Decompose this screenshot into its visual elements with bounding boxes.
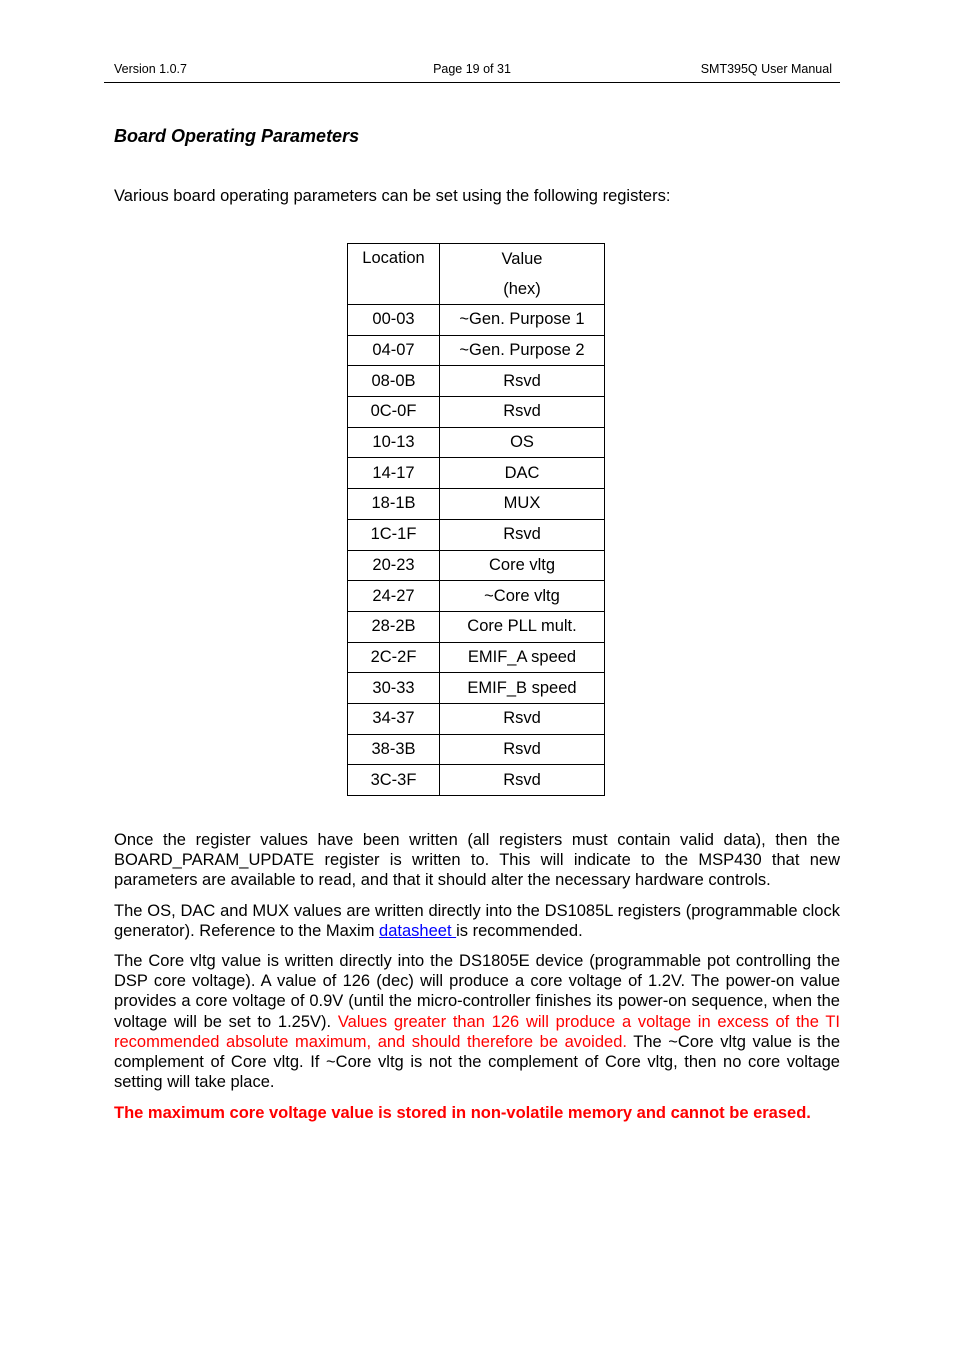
- cell-location: 30-33: [348, 673, 440, 704]
- section-title: Board Operating Parameters: [114, 126, 360, 146]
- p3-text-after: The ~Core vltg value is the complement of Core vltg. If ~Core vltg is not the complement of Core vltg, then no core voltage setting will take place.: [114, 1032, 840, 1092]
- version-label: Version 1.0.7: [114, 62, 187, 76]
- cell-value: OS: [440, 427, 605, 458]
- cell-value: ~Core vltg: [440, 581, 605, 612]
- table-row: [348, 335, 605, 366]
- cell-location: 14-17: [348, 458, 440, 489]
- cell-value: Rsvd: [440, 397, 605, 428]
- cell-value: MUX: [440, 489, 605, 520]
- page-number: Page 19 of 31: [433, 62, 511, 76]
- table-row: [348, 489, 605, 520]
- cell-value: EMIF_B speed: [440, 673, 605, 704]
- page-header: [104, 58, 840, 83]
- cell-location: 28-2B: [348, 611, 440, 642]
- paragraph-core-voltage: [114, 951, 840, 1092]
- cell-value: Core vltg: [440, 550, 605, 581]
- column-header-value: [440, 244, 605, 305]
- cell-location: 24-27: [348, 581, 440, 612]
- cell-location: 1C-1F: [348, 519, 440, 550]
- cell-value: ~Gen. Purpose 2: [440, 335, 605, 366]
- cell-value: Rsvd: [440, 765, 605, 796]
- table-row: [348, 765, 605, 796]
- table-row: [348, 519, 605, 550]
- cell-value: Rsvd: [440, 519, 605, 550]
- table-row: [348, 397, 605, 428]
- cell-location: 2C-2F: [348, 642, 440, 673]
- table-row: [348, 550, 605, 581]
- column-header-value-line1: Value: [501, 250, 543, 268]
- manual-title: SMT395Q User Manual: [700, 62, 832, 76]
- table-row: [348, 305, 605, 336]
- cell-location: 10-13: [348, 427, 440, 458]
- table-row: [348, 673, 605, 704]
- table-header-row: [348, 244, 605, 305]
- table-row: [348, 642, 605, 673]
- p2-text-before: The OS, DAC and MUX values are written directly into the DS1085L registers (programmable clock generator). Reference to the Maxim: [114, 902, 840, 941]
- cell-location: 3C-3F: [348, 765, 440, 796]
- column-header-location: Location: [348, 244, 440, 305]
- cell-location: 18-1B: [348, 489, 440, 520]
- table-body: [348, 305, 605, 796]
- cell-location: 0C-0F: [348, 397, 440, 428]
- cell-location: 20-23: [348, 550, 440, 581]
- paragraph-register-update: Once the register values have been written (all registers must contain valid data), then the BOARD_PARAM_UPDATE register is written to. This will indicate to the MSP430 that new parameters are available to read, and that it should alter the necessary hardware controls.: [114, 831, 840, 890]
- cell-location: 08-0B: [348, 366, 440, 397]
- cell-value: EMIF_A speed: [440, 642, 605, 673]
- table-row: [348, 611, 605, 642]
- voltage-warning-text: Values greater than 126 will produce a voltage in excess of the TI recommended absolute maximum, and should therefore be avoided.: [114, 1012, 841, 1051]
- p2-text-after: is recommended.: [456, 922, 583, 941]
- cell-location: 38-3B: [348, 734, 440, 765]
- cell-value: DAC: [440, 458, 605, 489]
- cell-location: 04-07: [348, 335, 440, 366]
- cell-location: 34-37: [348, 703, 440, 734]
- cell-value: ~Gen. Purpose 1: [440, 305, 605, 336]
- cell-value: Rsvd: [440, 734, 605, 765]
- table-row: [348, 427, 605, 458]
- cell-location: 00-03: [348, 305, 440, 336]
- column-header-value-line2: (hex): [503, 280, 541, 298]
- register-table: [347, 243, 605, 796]
- table-row: [348, 581, 605, 612]
- intro-text: Various board operating parameters can be set using the following registers:: [114, 187, 671, 205]
- max-voltage-warning: The maximum core voltage value is stored in non-volatile memory and cannot be erased.: [114, 1104, 811, 1122]
- paragraph-clock-generator: [114, 901, 840, 941]
- table-row: [348, 703, 605, 734]
- cell-value: Rsvd: [440, 366, 605, 397]
- cell-value: Rsvd: [440, 703, 605, 734]
- datasheet-link[interactable]: datasheet: [379, 922, 457, 941]
- p3-text-before: The Core vltg value is written directly into the DS1805E device (programmable pot controlling the DSP core voltage). A value of 126 (dec) will produce a core voltage of 1.2V. The power-on value provides a core voltage of 0.9V (until the micro-controller finishes its power-on sequence, when the voltage will be set to 1.25V).: [114, 952, 840, 1031]
- cell-value: Core PLL mult.: [440, 611, 605, 642]
- table-row: [348, 734, 605, 765]
- table-row: [348, 458, 605, 489]
- table-row: [348, 366, 605, 397]
